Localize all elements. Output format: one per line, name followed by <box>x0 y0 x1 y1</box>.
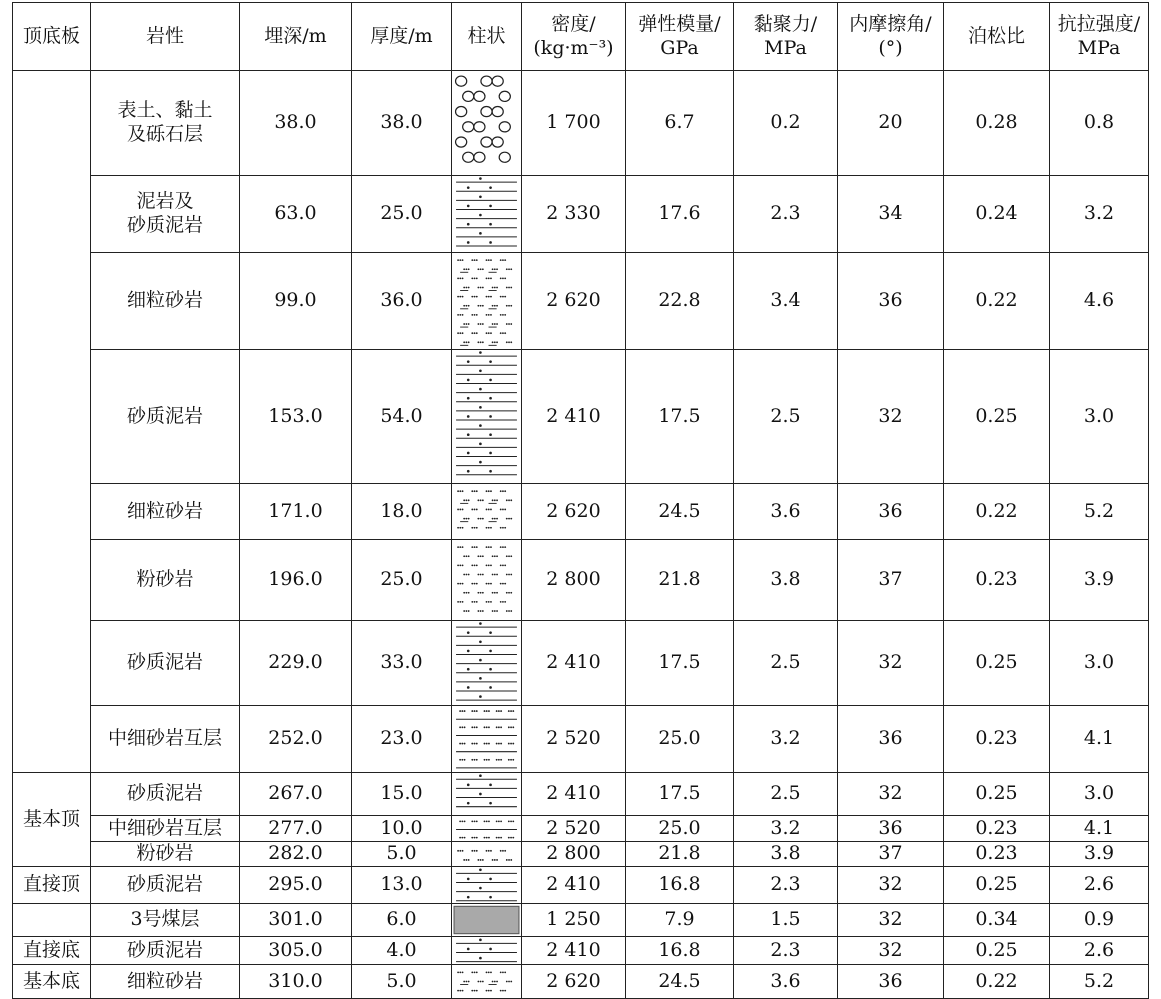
elastic-modulus-cell: 17.5 <box>626 349 734 483</box>
lithology-column-cell <box>452 175 522 252</box>
thickness-cell: 13.0 <box>352 867 452 904</box>
depth-cell: 305.0 <box>240 937 352 965</box>
interbedded-sandstone-icon <box>452 706 521 772</box>
depth-cell: 310.0 <box>240 965 352 999</box>
sandy-mudstone-icon <box>452 937 521 964</box>
friction-angle-cell: 32 <box>838 937 944 965</box>
cohesion-cell: 2.5 <box>734 621 838 706</box>
depth-cell: 38.0 <box>240 71 352 176</box>
depth-cell: 153.0 <box>240 349 352 483</box>
thickness-cell: 5.0 <box>352 965 452 999</box>
friction-angle-cell: 36 <box>838 252 944 349</box>
cohesion-cell: 0.2 <box>734 71 838 176</box>
cohesion-cell: 3.8 <box>734 842 838 867</box>
lithology-column-cell <box>452 867 522 904</box>
header-tensile-strength: 抗拉强度/ MPa <box>1050 3 1149 71</box>
density-cell: 2 330 <box>522 175 626 252</box>
lithology-column-cell <box>452 621 522 706</box>
roof-floor-group-cell <box>13 71 91 773</box>
thickness-cell: 25.0 <box>352 175 452 252</box>
tensile-strength-cell: 3.9 <box>1050 539 1149 620</box>
thickness-cell: 18.0 <box>352 483 452 539</box>
lithology-cell: 3号煤层 <box>91 904 240 937</box>
depth-cell: 267.0 <box>240 773 352 816</box>
friction-angle-cell: 34 <box>838 175 944 252</box>
interbedded-sandstone-icon <box>452 816 521 841</box>
elastic-modulus-cell: 17.5 <box>626 773 734 816</box>
lithology-cell: 中细砂岩互层 <box>91 816 240 842</box>
tensile-strength-cell: 3.2 <box>1050 175 1149 252</box>
table-row <box>13 175 1149 252</box>
tensile-strength-cell: 3.0 <box>1050 773 1149 816</box>
density-cell: 2 520 <box>522 816 626 842</box>
siltstone-icon <box>452 842 521 866</box>
header-column: 柱状 <box>452 3 522 71</box>
header-depth: 埋深/m <box>240 3 352 71</box>
depth-cell: 63.0 <box>240 175 352 252</box>
table-row <box>13 483 1149 539</box>
poisson-ratio-cell: 0.22 <box>944 965 1050 999</box>
table-row <box>13 706 1149 773</box>
elastic-modulus-cell: 17.5 <box>626 621 734 706</box>
density-cell: 2 410 <box>522 867 626 904</box>
density-cell: 2 410 <box>522 773 626 816</box>
header-elastic-modulus: 弹性模量/ GPa <box>626 3 734 71</box>
depth-cell: 171.0 <box>240 483 352 539</box>
table-row <box>13 349 1149 483</box>
cohesion-cell: 3.4 <box>734 252 838 349</box>
lithology-cell: 中细砂岩互层 <box>91 706 240 773</box>
lithology-cell: 粉砂岩 <box>91 842 240 867</box>
tensile-strength-cell: 4.1 <box>1050 816 1149 842</box>
cohesion-cell: 3.8 <box>734 539 838 620</box>
roof-floor-group-cell: 直接顶 <box>13 867 91 904</box>
lithology-cell: 砂质泥岩 <box>91 937 240 965</box>
table-body <box>13 71 1149 999</box>
fine-sandstone-icon <box>452 253 521 349</box>
tensile-strength-cell: 2.6 <box>1050 867 1149 904</box>
thickness-cell: 23.0 <box>352 706 452 773</box>
elastic-modulus-cell: 21.8 <box>626 539 734 620</box>
depth-cell: 295.0 <box>240 867 352 904</box>
cohesion-cell: 3.6 <box>734 483 838 539</box>
cohesion-cell: 1.5 <box>734 904 838 937</box>
header-density: 密度/ (kg·m⁻³) <box>522 3 626 71</box>
depth-cell: 277.0 <box>240 816 352 842</box>
table-row <box>13 904 1149 937</box>
header-cohesion: 黏聚力/ MPa <box>734 3 838 71</box>
poisson-ratio-cell: 0.25 <box>944 621 1050 706</box>
lithology-column-cell <box>452 937 522 965</box>
lithology-column-cell <box>452 483 522 539</box>
tensile-strength-cell: 0.8 <box>1050 71 1149 176</box>
elastic-modulus-cell: 24.5 <box>626 483 734 539</box>
coal-seam-icon <box>452 904 521 936</box>
lithology-cell: 砂质泥岩 <box>91 349 240 483</box>
friction-angle-cell: 32 <box>838 349 944 483</box>
lithology-column-cell <box>452 539 522 620</box>
density-cell: 2 410 <box>522 937 626 965</box>
header-roof-floor: 顶底板 <box>13 3 91 71</box>
thickness-cell: 36.0 <box>352 252 452 349</box>
table-row <box>13 539 1149 620</box>
roof-floor-group-cell <box>13 904 91 937</box>
friction-angle-cell: 32 <box>838 621 944 706</box>
thickness-cell: 38.0 <box>352 71 452 176</box>
thickness-cell: 25.0 <box>352 539 452 620</box>
poisson-ratio-cell: 0.34 <box>944 904 1050 937</box>
elastic-modulus-cell: 25.0 <box>626 816 734 842</box>
cohesion-cell: 3.2 <box>734 816 838 842</box>
depth-cell: 196.0 <box>240 539 352 620</box>
thickness-cell: 4.0 <box>352 937 452 965</box>
lithology-column-cell <box>452 773 522 816</box>
elastic-modulus-cell: 25.0 <box>626 706 734 773</box>
header-poisson-ratio: 泊松比 <box>944 3 1050 71</box>
roof-floor-group-cell: 基本底 <box>13 965 91 999</box>
poisson-ratio-cell: 0.25 <box>944 773 1050 816</box>
friction-angle-cell: 32 <box>838 867 944 904</box>
density-cell: 2 620 <box>522 483 626 539</box>
lithology-cell: 砂质泥岩 <box>91 867 240 904</box>
tensile-strength-cell: 3.0 <box>1050 621 1149 706</box>
poisson-ratio-cell: 0.25 <box>944 937 1050 965</box>
table-row <box>13 621 1149 706</box>
header-lithology: 岩性 <box>91 3 240 71</box>
table-row <box>13 937 1149 965</box>
friction-angle-cell: 36 <box>838 706 944 773</box>
density-cell: 2 520 <box>522 706 626 773</box>
elastic-modulus-cell: 6.7 <box>626 71 734 176</box>
elastic-modulus-cell: 21.8 <box>626 842 734 867</box>
poisson-ratio-cell: 0.22 <box>944 252 1050 349</box>
table-row <box>13 867 1149 904</box>
poisson-ratio-cell: 0.24 <box>944 175 1050 252</box>
lithology-column-cell <box>452 816 522 842</box>
friction-angle-cell: 37 <box>838 539 944 620</box>
density-cell: 1 250 <box>522 904 626 937</box>
lithology-column-cell <box>452 706 522 773</box>
density-cell: 2 410 <box>522 621 626 706</box>
thickness-cell: 10.0 <box>352 816 452 842</box>
sandy-mudstone-icon <box>452 773 521 815</box>
gravel-icon <box>452 71 521 175</box>
lithology-column-cell <box>452 965 522 999</box>
lithology-cell: 泥岩及 砂质泥岩 <box>91 175 240 252</box>
elastic-modulus-cell: 17.6 <box>626 175 734 252</box>
lithology-cell: 砂质泥岩 <box>91 773 240 816</box>
roof-floor-group-cell: 直接底 <box>13 937 91 965</box>
cohesion-cell: 2.3 <box>734 867 838 904</box>
poisson-ratio-cell: 0.25 <box>944 349 1050 483</box>
sandy-mudstone-icon <box>452 621 521 705</box>
sandy-mudstone-icon <box>452 350 521 483</box>
cohesion-cell: 2.3 <box>734 937 838 965</box>
tensile-strength-cell: 0.9 <box>1050 904 1149 937</box>
elastic-modulus-cell: 16.8 <box>626 937 734 965</box>
table-row <box>13 965 1149 999</box>
lithology-cell: 粉砂岩 <box>91 539 240 620</box>
depth-cell: 252.0 <box>240 706 352 773</box>
depth-cell: 282.0 <box>240 842 352 867</box>
siltstone-icon <box>452 540 521 620</box>
cohesion-cell: 3.6 <box>734 965 838 999</box>
friction-angle-cell: 36 <box>838 816 944 842</box>
density-cell: 2 410 <box>522 349 626 483</box>
density-cell: 2 620 <box>522 252 626 349</box>
density-cell: 2 800 <box>522 539 626 620</box>
depth-cell: 301.0 <box>240 904 352 937</box>
table-row <box>13 773 1149 816</box>
elastic-modulus-cell: 24.5 <box>626 965 734 999</box>
thickness-cell: 5.0 <box>352 842 452 867</box>
friction-angle-cell: 36 <box>838 483 944 539</box>
fine-sandstone-icon <box>452 965 521 998</box>
thickness-cell: 15.0 <box>352 773 452 816</box>
thickness-cell: 6.0 <box>352 904 452 937</box>
tensile-strength-cell: 5.2 <box>1050 483 1149 539</box>
sandy-mudstone-icon <box>452 867 521 903</box>
poisson-ratio-cell: 0.23 <box>944 706 1050 773</box>
elastic-modulus-cell: 22.8 <box>626 252 734 349</box>
tensile-strength-cell: 3.9 <box>1050 842 1149 867</box>
rock-property-table <box>12 2 1149 999</box>
roof-floor-group-cell: 基本顶 <box>13 773 91 867</box>
depth-cell: 99.0 <box>240 252 352 349</box>
table-row <box>13 816 1149 842</box>
header-row <box>13 3 1149 71</box>
table-row <box>13 71 1149 176</box>
header-friction-angle: 内摩擦角/ (°) <box>838 3 944 71</box>
poisson-ratio-cell: 0.23 <box>944 842 1050 867</box>
cohesion-cell: 2.3 <box>734 175 838 252</box>
poisson-ratio-cell: 0.23 <box>944 539 1050 620</box>
density-cell: 2 800 <box>522 842 626 867</box>
elastic-modulus-cell: 7.9 <box>626 904 734 937</box>
friction-angle-cell: 20 <box>838 71 944 176</box>
thickness-cell: 33.0 <box>352 621 452 706</box>
cohesion-cell: 3.2 <box>734 706 838 773</box>
depth-cell: 229.0 <box>240 621 352 706</box>
poisson-ratio-cell: 0.28 <box>944 71 1050 176</box>
friction-angle-cell: 36 <box>838 965 944 999</box>
lithology-column-cell <box>452 904 522 937</box>
fine-sandstone-icon <box>452 484 521 539</box>
lithology-column-cell <box>452 252 522 349</box>
tensile-strength-cell: 2.6 <box>1050 937 1149 965</box>
lithology-column-cell <box>452 842 522 867</box>
tensile-strength-cell: 5.2 <box>1050 965 1149 999</box>
header-thickness: 厚度/m <box>352 3 452 71</box>
density-cell: 1 700 <box>522 71 626 176</box>
poisson-ratio-cell: 0.22 <box>944 483 1050 539</box>
table-row <box>13 252 1149 349</box>
tensile-strength-cell: 4.6 <box>1050 252 1149 349</box>
friction-angle-cell: 32 <box>838 773 944 816</box>
lithology-cell: 砂质泥岩 <box>91 621 240 706</box>
poisson-ratio-cell: 0.25 <box>944 867 1050 904</box>
lithology-column-cell <box>452 71 522 176</box>
lithology-cell: 细粒砂岩 <box>91 252 240 349</box>
cohesion-cell: 2.5 <box>734 773 838 816</box>
thickness-cell: 54.0 <box>352 349 452 483</box>
table-row <box>13 842 1149 867</box>
sandy-mudstone-icon <box>452 176 521 252</box>
tensile-strength-cell: 3.0 <box>1050 349 1149 483</box>
lithology-cell: 表土、黏土 及砾石层 <box>91 71 240 176</box>
cohesion-cell: 2.5 <box>734 349 838 483</box>
lithology-cell: 细粒砂岩 <box>91 483 240 539</box>
friction-angle-cell: 32 <box>838 904 944 937</box>
tensile-strength-cell: 4.1 <box>1050 706 1149 773</box>
poisson-ratio-cell: 0.23 <box>944 816 1050 842</box>
lithology-cell: 细粒砂岩 <box>91 965 240 999</box>
friction-angle-cell: 37 <box>838 842 944 867</box>
elastic-modulus-cell: 16.8 <box>626 867 734 904</box>
lithology-column-cell <box>452 349 522 483</box>
density-cell: 2 620 <box>522 965 626 999</box>
